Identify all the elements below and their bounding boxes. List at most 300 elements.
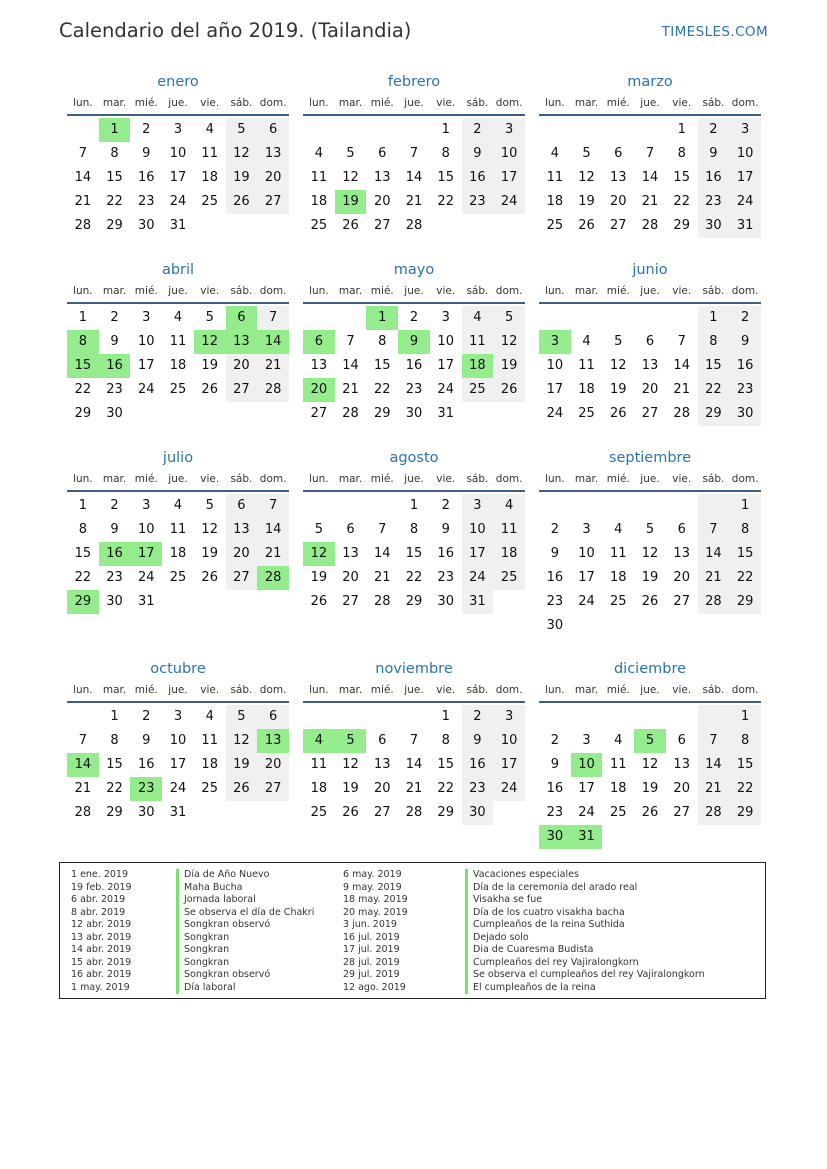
- day-cell[interactable]: 8: [441, 146, 450, 161]
- day-cell[interactable]: 26: [226, 777, 258, 801]
- day-cell[interactable]: 13: [374, 757, 391, 772]
- day-cell[interactable]: 25: [578, 406, 595, 421]
- day-cell[interactable]: 29: [106, 805, 123, 820]
- holiday-day-cell[interactable]: 31: [571, 825, 603, 849]
- day-cell[interactable]: 1: [409, 498, 419, 513]
- day-cell[interactable]: 8: [110, 733, 119, 748]
- day-cell[interactable]: 26: [578, 218, 595, 233]
- day-cell[interactable]: 2: [698, 118, 730, 142]
- day-cell[interactable]: 6: [346, 522, 355, 537]
- day-cell[interactable]: 14: [374, 546, 391, 561]
- day-cell[interactable]: 8: [78, 522, 87, 537]
- day-cell[interactable]: 2: [729, 306, 761, 330]
- day-cell[interactable]: 9: [110, 334, 119, 349]
- day-cell[interactable]: 17: [578, 781, 595, 796]
- day-cell[interactable]: 2: [441, 498, 450, 513]
- day-cell[interactable]: 8: [698, 330, 730, 354]
- day-cell[interactable]: 27: [374, 805, 391, 820]
- day-cell[interactable]: 2: [142, 122, 151, 137]
- day-cell[interactable]: 2: [110, 310, 119, 325]
- day-cell[interactable]: 9: [441, 522, 450, 537]
- day-cell[interactable]: 20: [226, 542, 258, 566]
- day-cell[interactable]: 31: [437, 406, 454, 421]
- day-cell[interactable]: 25: [169, 570, 187, 585]
- day-cell[interactable]: 24: [138, 570, 155, 585]
- day-cell[interactable]: 4: [582, 334, 591, 349]
- day-cell[interactable]: 3: [173, 122, 183, 137]
- day-cell[interactable]: 21: [374, 570, 391, 585]
- day-cell[interactable]: 21: [673, 382, 690, 397]
- holiday-day-cell[interactable]: 28: [257, 566, 289, 590]
- day-cell[interactable]: 24: [578, 594, 595, 609]
- day-cell[interactable]: 28: [74, 805, 92, 820]
- day-cell[interactable]: 24: [462, 566, 494, 590]
- day-cell[interactable]: 30: [729, 402, 761, 426]
- day-cell[interactable]: 13: [342, 546, 359, 561]
- day-cell[interactable]: 21: [257, 354, 289, 378]
- day-cell[interactable]: 6: [645, 334, 655, 349]
- day-cell[interactable]: 1: [441, 709, 450, 724]
- day-cell[interactable]: 20: [257, 166, 289, 190]
- holiday-day-cell[interactable]: 18: [462, 354, 494, 378]
- day-cell[interactable]: 7: [645, 146, 655, 161]
- day-cell[interactable]: 22: [729, 777, 761, 801]
- day-cell[interactable]: 17: [493, 166, 525, 190]
- day-cell[interactable]: 13: [257, 142, 289, 166]
- day-cell[interactable]: 19: [310, 570, 328, 585]
- holiday-day-cell[interactable]: 3: [539, 330, 571, 354]
- day-cell[interactable]: 5: [614, 334, 623, 349]
- holiday-day-cell[interactable]: 14: [257, 330, 289, 354]
- day-cell[interactable]: 19: [641, 781, 659, 796]
- day-cell[interactable]: 4: [462, 306, 494, 330]
- day-cell[interactable]: 21: [74, 194, 92, 209]
- holiday-day-cell[interactable]: 14: [67, 753, 99, 777]
- day-cell[interactable]: 16: [462, 166, 494, 190]
- day-cell[interactable]: 12: [641, 757, 659, 772]
- day-cell[interactable]: 6: [226, 494, 258, 518]
- day-cell[interactable]: 10: [729, 142, 761, 166]
- day-cell[interactable]: 14: [405, 757, 423, 772]
- day-cell[interactable]: 28: [698, 801, 730, 825]
- day-cell[interactable]: 11: [493, 518, 525, 542]
- day-cell[interactable]: 12: [226, 142, 258, 166]
- holiday-day-cell[interactable]: 29: [67, 590, 99, 614]
- day-cell[interactable]: 17: [169, 757, 187, 772]
- day-cell[interactable]: 2: [409, 310, 419, 325]
- day-cell[interactable]: 26: [641, 805, 659, 820]
- day-cell[interactable]: 16: [546, 570, 564, 585]
- day-cell[interactable]: 5: [582, 146, 591, 161]
- day-cell[interactable]: 22: [673, 194, 690, 209]
- day-cell[interactable]: 8: [110, 146, 119, 161]
- day-cell[interactable]: 27: [226, 566, 258, 590]
- day-cell[interactable]: 2: [462, 118, 494, 142]
- day-cell[interactable]: 11: [610, 546, 627, 561]
- day-cell[interactable]: 16: [546, 781, 564, 796]
- day-cell[interactable]: 30: [405, 406, 423, 421]
- day-cell[interactable]: 14: [257, 518, 289, 542]
- day-cell[interactable]: 5: [346, 146, 355, 161]
- holiday-day-cell[interactable]: 1: [99, 118, 131, 142]
- day-cell[interactable]: 10: [578, 546, 595, 561]
- day-cell[interactable]: 20: [673, 781, 690, 796]
- day-cell[interactable]: 3: [441, 310, 450, 325]
- day-cell[interactable]: 1: [729, 494, 761, 518]
- day-cell[interactable]: 4: [205, 122, 214, 137]
- day-cell[interactable]: 13: [310, 358, 328, 373]
- day-cell[interactable]: 6: [677, 733, 686, 748]
- day-cell[interactable]: 11: [201, 146, 218, 161]
- day-cell[interactable]: 9: [142, 146, 151, 161]
- holiday-day-cell[interactable]: 15: [67, 354, 99, 378]
- day-cell[interactable]: 31: [169, 218, 187, 233]
- day-cell[interactable]: 12: [226, 729, 258, 753]
- day-cell[interactable]: 4: [173, 310, 183, 325]
- day-cell[interactable]: 18: [610, 781, 627, 796]
- day-cell[interactable]: 31: [169, 805, 187, 820]
- day-cell[interactable]: 19: [201, 358, 218, 373]
- day-cell[interactable]: 7: [698, 518, 730, 542]
- day-cell[interactable]: 22: [405, 570, 423, 585]
- day-cell[interactable]: 21: [405, 194, 423, 209]
- day-cell[interactable]: 4: [550, 146, 559, 161]
- day-cell[interactable]: 2: [142, 709, 151, 724]
- day-cell[interactable]: 6: [677, 522, 686, 537]
- day-cell[interactable]: 28: [641, 218, 659, 233]
- day-cell[interactable]: 24: [729, 190, 761, 214]
- day-cell[interactable]: 22: [106, 194, 123, 209]
- day-cell[interactable]: 29: [698, 402, 730, 426]
- day-cell[interactable]: 19: [226, 166, 258, 190]
- day-cell[interactable]: 27: [310, 406, 328, 421]
- day-cell[interactable]: 30: [698, 214, 730, 238]
- day-cell[interactable]: 30: [106, 406, 123, 421]
- day-cell[interactable]: 17: [493, 753, 525, 777]
- holiday-day-cell[interactable]: 23: [130, 777, 162, 801]
- day-cell[interactable]: 25: [462, 378, 494, 402]
- day-cell[interactable]: 16: [729, 354, 761, 378]
- day-cell[interactable]: 28: [673, 406, 690, 421]
- day-cell[interactable]: 26: [310, 594, 328, 609]
- day-cell[interactable]: 12: [342, 170, 359, 185]
- day-cell[interactable]: 3: [729, 118, 761, 142]
- day-cell[interactable]: 6: [378, 733, 387, 748]
- day-cell[interactable]: 23: [698, 190, 730, 214]
- day-cell[interactable]: 28: [405, 218, 423, 233]
- day-cell[interactable]: 7: [257, 494, 289, 518]
- day-cell[interactable]: 16: [405, 358, 423, 373]
- day-cell[interactable]: 13: [673, 546, 690, 561]
- day-cell[interactable]: 26: [201, 570, 218, 585]
- day-cell[interactable]: 15: [106, 170, 123, 185]
- day-cell[interactable]: 17: [138, 358, 155, 373]
- day-cell[interactable]: 6: [257, 118, 289, 142]
- day-cell[interactable]: 18: [201, 170, 218, 185]
- day-cell[interactable]: 28: [74, 218, 92, 233]
- day-cell[interactable]: 4: [173, 498, 183, 513]
- day-cell[interactable]: 8: [677, 146, 686, 161]
- holiday-day-cell[interactable]: 4: [303, 729, 335, 753]
- day-cell[interactable]: 15: [729, 542, 761, 566]
- day-cell[interactable]: 15: [74, 546, 92, 561]
- holiday-day-cell[interactable]: 9: [398, 330, 430, 354]
- day-cell[interactable]: 15: [437, 170, 454, 185]
- day-cell[interactable]: 2: [462, 705, 494, 729]
- day-cell[interactable]: 20: [257, 753, 289, 777]
- day-cell[interactable]: 5: [205, 310, 214, 325]
- day-cell[interactable]: 29: [673, 218, 690, 233]
- day-cell[interactable]: 25: [493, 566, 525, 590]
- day-cell[interactable]: 5: [493, 306, 525, 330]
- day-cell[interactable]: 4: [205, 709, 214, 724]
- day-cell[interactable]: 20: [641, 382, 659, 397]
- day-cell[interactable]: 10: [462, 518, 494, 542]
- day-cell[interactable]: 18: [493, 542, 525, 566]
- day-cell[interactable]: 27: [673, 594, 690, 609]
- holiday-day-cell[interactable]: 6: [226, 306, 258, 330]
- day-cell[interactable]: 3: [142, 498, 151, 513]
- day-cell[interactable]: 16: [138, 757, 155, 772]
- day-cell[interactable]: 30: [462, 801, 494, 825]
- day-cell[interactable]: 30: [138, 218, 155, 233]
- day-cell[interactable]: 24: [578, 805, 595, 820]
- day-cell[interactable]: 18: [310, 781, 328, 796]
- day-cell[interactable]: 29: [729, 590, 761, 614]
- holiday-day-cell[interactable]: 17: [130, 542, 162, 566]
- day-cell[interactable]: 1: [78, 498, 87, 513]
- day-cell[interactable]: 20: [673, 570, 690, 585]
- day-cell[interactable]: 14: [405, 170, 423, 185]
- day-cell[interactable]: 18: [546, 194, 564, 209]
- day-cell[interactable]: 21: [698, 566, 730, 590]
- day-cell[interactable]: 14: [641, 170, 659, 185]
- day-cell[interactable]: 18: [578, 382, 595, 397]
- day-cell[interactable]: 9: [729, 330, 761, 354]
- day-cell[interactable]: 7: [698, 729, 730, 753]
- day-cell[interactable]: 14: [342, 358, 359, 373]
- day-cell[interactable]: 22: [74, 570, 92, 585]
- day-cell[interactable]: 31: [729, 214, 761, 238]
- day-cell[interactable]: 22: [374, 382, 391, 397]
- day-cell[interactable]: 28: [257, 378, 289, 402]
- day-cell[interactable]: 18: [169, 358, 187, 373]
- day-cell[interactable]: 5: [314, 522, 323, 537]
- day-cell[interactable]: 14: [673, 358, 690, 373]
- holiday-day-cell[interactable]: 20: [303, 378, 335, 402]
- day-cell[interactable]: 8: [378, 334, 387, 349]
- site-logo[interactable]: TIMESLES.COM: [661, 24, 768, 40]
- day-cell[interactable]: 27: [342, 594, 359, 609]
- holiday-day-cell[interactable]: 19: [335, 190, 367, 214]
- day-cell[interactable]: 25: [310, 218, 328, 233]
- day-cell[interactable]: 23: [462, 190, 494, 214]
- day-cell[interactable]: 23: [106, 382, 123, 397]
- day-cell[interactable]: 16: [138, 170, 155, 185]
- day-cell[interactable]: 21: [641, 194, 659, 209]
- day-cell[interactable]: 12: [578, 170, 595, 185]
- day-cell[interactable]: 9: [550, 757, 559, 772]
- day-cell[interactable]: 9: [462, 729, 494, 753]
- day-cell[interactable]: 28: [405, 805, 423, 820]
- day-cell[interactable]: 20: [374, 194, 391, 209]
- day-cell[interactable]: 2: [110, 498, 119, 513]
- day-cell[interactable]: 3: [142, 310, 151, 325]
- day-cell[interactable]: 11: [310, 170, 328, 185]
- day-cell[interactable]: 29: [405, 594, 423, 609]
- day-cell[interactable]: 15: [374, 358, 391, 373]
- day-cell[interactable]: 14: [74, 170, 92, 185]
- day-cell[interactable]: 20: [342, 570, 359, 585]
- day-cell[interactable]: 12: [641, 546, 659, 561]
- day-cell[interactable]: 10: [437, 334, 454, 349]
- day-cell[interactable]: 16: [462, 753, 494, 777]
- day-cell[interactable]: 11: [546, 170, 564, 185]
- day-cell[interactable]: 30: [546, 618, 564, 633]
- day-cell[interactable]: 19: [201, 546, 218, 561]
- day-cell[interactable]: 26: [641, 594, 659, 609]
- day-cell[interactable]: 5: [645, 522, 655, 537]
- day-cell[interactable]: 17: [462, 542, 494, 566]
- day-cell[interactable]: 13: [610, 170, 627, 185]
- day-cell[interactable]: 24: [437, 382, 454, 397]
- day-cell[interactable]: 23: [546, 594, 564, 609]
- holiday-day-cell[interactable]: 13: [226, 330, 258, 354]
- day-cell[interactable]: 7: [677, 334, 686, 349]
- day-cell[interactable]: 27: [610, 218, 627, 233]
- holiday-day-cell[interactable]: 16: [99, 354, 131, 378]
- day-cell[interactable]: 4: [614, 522, 623, 537]
- day-cell[interactable]: 19: [610, 382, 627, 397]
- day-cell[interactable]: 26: [201, 382, 218, 397]
- day-cell[interactable]: 11: [169, 334, 187, 349]
- day-cell[interactable]: 10: [169, 146, 187, 161]
- day-cell[interactable]: 29: [374, 406, 391, 421]
- day-cell[interactable]: 3: [173, 709, 183, 724]
- day-cell[interactable]: 23: [729, 378, 761, 402]
- day-cell[interactable]: 16: [437, 546, 454, 561]
- day-cell[interactable]: 1: [441, 122, 450, 137]
- day-cell[interactable]: 18: [610, 570, 627, 585]
- day-cell[interactable]: 27: [257, 777, 289, 801]
- day-cell[interactable]: 23: [405, 382, 423, 397]
- day-cell[interactable]: 25: [610, 805, 627, 820]
- day-cell[interactable]: 31: [138, 594, 155, 609]
- day-cell[interactable]: 31: [462, 590, 494, 614]
- day-cell[interactable]: 11: [610, 757, 627, 772]
- day-cell[interactable]: 6: [614, 146, 623, 161]
- day-cell[interactable]: 2: [550, 522, 559, 537]
- day-cell[interactable]: 22: [437, 194, 454, 209]
- day-cell[interactable]: 24: [169, 194, 187, 209]
- day-cell[interactable]: 20: [610, 194, 627, 209]
- day-cell[interactable]: 18: [201, 757, 218, 772]
- holiday-day-cell[interactable]: 10: [571, 753, 603, 777]
- day-cell[interactable]: 18: [169, 546, 187, 561]
- day-cell[interactable]: 10: [138, 522, 155, 537]
- day-cell[interactable]: 9: [142, 733, 151, 748]
- holiday-day-cell[interactable]: 5: [634, 729, 666, 753]
- day-cell[interactable]: 25: [310, 805, 328, 820]
- day-cell[interactable]: 12: [493, 330, 525, 354]
- day-cell[interactable]: 7: [78, 146, 87, 161]
- day-cell[interactable]: 9: [550, 546, 559, 561]
- holiday-day-cell[interactable]: 16: [99, 542, 131, 566]
- day-cell[interactable]: 4: [493, 494, 525, 518]
- day-cell[interactable]: 21: [405, 781, 423, 796]
- day-cell[interactable]: 13: [374, 170, 391, 185]
- day-cell[interactable]: 23: [546, 805, 564, 820]
- day-cell[interactable]: 21: [257, 542, 289, 566]
- day-cell[interactable]: 1: [698, 306, 730, 330]
- day-cell[interactable]: 13: [641, 358, 659, 373]
- day-cell[interactable]: 7: [378, 522, 387, 537]
- day-cell[interactable]: 8: [409, 522, 419, 537]
- day-cell[interactable]: 27: [374, 218, 391, 233]
- day-cell[interactable]: 29: [106, 218, 123, 233]
- day-cell[interactable]: 13: [673, 757, 690, 772]
- day-cell[interactable]: 18: [310, 194, 328, 209]
- day-cell[interactable]: 19: [578, 194, 595, 209]
- day-cell[interactable]: 22: [729, 566, 761, 590]
- day-cell[interactable]: 25: [201, 781, 218, 796]
- day-cell[interactable]: 15: [673, 170, 690, 185]
- day-cell[interactable]: 15: [698, 354, 730, 378]
- day-cell[interactable]: 21: [342, 382, 359, 397]
- day-cell[interactable]: 8: [729, 518, 761, 542]
- day-cell[interactable]: 7: [257, 306, 289, 330]
- day-cell[interactable]: 5: [226, 118, 258, 142]
- day-cell[interactable]: 22: [74, 382, 92, 397]
- day-cell[interactable]: 25: [546, 218, 564, 233]
- day-cell[interactable]: 11: [462, 330, 494, 354]
- day-cell[interactable]: 25: [610, 594, 627, 609]
- day-cell[interactable]: 8: [441, 733, 450, 748]
- day-cell[interactable]: 17: [437, 358, 454, 373]
- day-cell[interactable]: 10: [138, 334, 155, 349]
- holiday-day-cell[interactable]: 5: [335, 729, 367, 753]
- day-cell[interactable]: 23: [106, 570, 123, 585]
- day-cell[interactable]: 4: [314, 146, 323, 161]
- day-cell[interactable]: 5: [226, 705, 258, 729]
- day-cell[interactable]: 15: [106, 757, 123, 772]
- day-cell[interactable]: 26: [610, 406, 627, 421]
- day-cell[interactable]: 14: [698, 753, 730, 777]
- day-cell[interactable]: 17: [729, 166, 761, 190]
- day-cell[interactable]: 25: [201, 194, 218, 209]
- day-cell[interactable]: 13: [226, 518, 258, 542]
- day-cell[interactable]: 1: [677, 122, 686, 137]
- day-cell[interactable]: 12: [201, 522, 218, 537]
- day-cell[interactable]: 27: [257, 190, 289, 214]
- day-cell[interactable]: 5: [205, 498, 214, 513]
- day-cell[interactable]: 28: [342, 406, 359, 421]
- day-cell[interactable]: 26: [342, 805, 359, 820]
- day-cell[interactable]: 26: [226, 190, 258, 214]
- day-cell[interactable]: 1: [78, 310, 87, 325]
- day-cell[interactable]: 6: [257, 705, 289, 729]
- day-cell[interactable]: 11: [169, 522, 187, 537]
- day-cell[interactable]: 9: [110, 522, 119, 537]
- day-cell[interactable]: 24: [493, 777, 525, 801]
- day-cell[interactable]: 30: [106, 594, 123, 609]
- day-cell[interactable]: 19: [226, 753, 258, 777]
- day-cell[interactable]: 19: [641, 570, 659, 585]
- day-cell[interactable]: 9: [698, 142, 730, 166]
- day-cell[interactable]: 16: [698, 166, 730, 190]
- day-cell[interactable]: 7: [409, 146, 419, 161]
- day-cell[interactable]: 24: [138, 382, 155, 397]
